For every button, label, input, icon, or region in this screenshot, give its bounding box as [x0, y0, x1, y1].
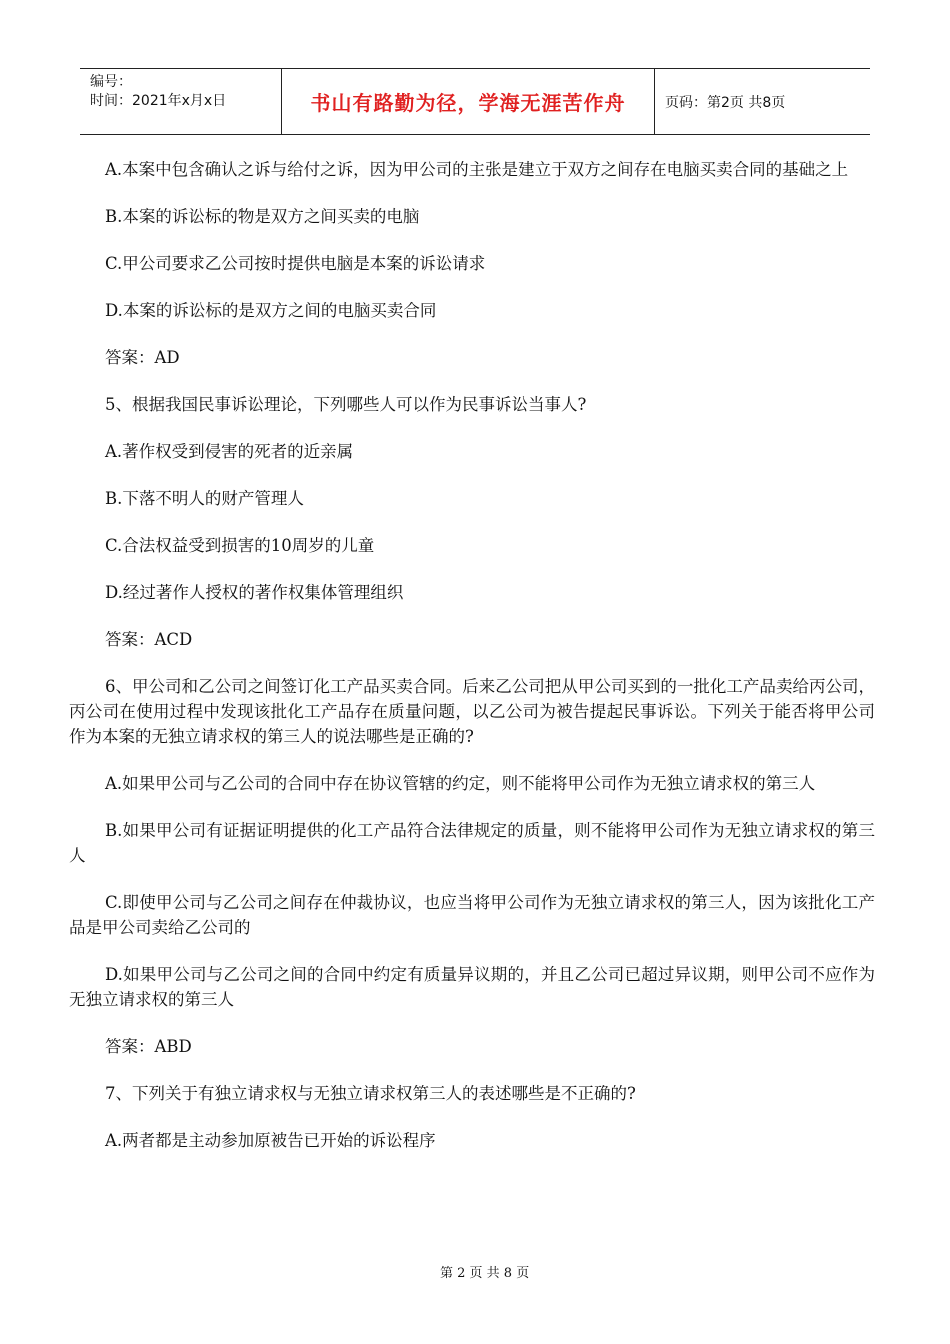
- answer-line: 答案：ACD: [105, 630, 193, 649]
- paragraph: A.著作权受到侵害的死者的近亲属: [105, 442, 354, 461]
- page-footer: 第 2 页 共 8 页: [440, 1266, 530, 1281]
- header-meta-cell: [80, 69, 282, 134]
- header-motto: 书山有路勤为径，学海无涯苦作舟: [282, 69, 655, 134]
- header-page-label: 页码：第2页 共8页: [665, 94, 786, 111]
- document-header: [80, 68, 870, 135]
- paragraph: C.甲公司要求乙公司按时提供电脑是本案的诉讼请求: [105, 254, 486, 273]
- paragraph: C.即使甲公司与乙公司之间存在仲裁协议，也应当将甲公司作为无独立请求权的第三人，因为该批化工产品是甲公司卖给乙公司的: [69, 893, 875, 937]
- paragraph: B.本案的诉讼标的物是双方之间买卖的电脑: [105, 207, 420, 226]
- paragraph: D.本案的诉讼标的是双方之间的电脑买卖合同: [105, 301, 437, 320]
- question: 6、甲公司和乙公司之间签订化工产品买卖合同。后来乙公司把从甲公司买到的一批化工产品卖给丙公司，丙公司在使用过程中发现该批化工产品存在质量问题，以乙公司为被告提起民事诉讼。下列关于能否将甲公司作为本案的无独立请求权的第三人的说法哪些是正确的?: [69, 677, 875, 746]
- paragraph: A.本案中包含确认之诉与给付之诉，因为甲公司的主张是建立于双方之间存在电脑买卖合同的基础之上: [105, 160, 849, 179]
- paragraph: C.合法权益受到损害的10周岁的儿童: [105, 536, 375, 555]
- paragraph: B.下落不明人的财产管理人: [105, 489, 304, 508]
- question: 5、根据我国民事诉讼理论，下列哪些人可以作为民事诉讼当事人?: [105, 395, 587, 414]
- paragraph: B.如果甲公司有证据证明提供的化工产品符合法律规定的质量，则不能将甲公司作为无独立请求权的第三人: [69, 821, 875, 865]
- paragraph: A.两者都是主动参加原被告已开始的诉讼程序: [105, 1131, 436, 1150]
- question: 7、下列关于有独立请求权与无独立请求权第三人的表述哪些是不正确的?: [105, 1084, 636, 1103]
- answer-line: 答案：AD: [105, 348, 180, 367]
- paragraph: A.如果甲公司与乙公司的合同中存在协议管辖的约定，则不能将甲公司作为无独立请求权的第三人: [105, 774, 816, 793]
- document-body: [69, 157, 875, 1175]
- paragraph: D.经过著作人授权的著作权集体管理组织: [105, 583, 404, 602]
- header-number-label: 编号：: [90, 74, 132, 90]
- header-date-label: 时间：2021年x月x日: [90, 93, 227, 109]
- paragraph: D.如果甲公司与乙公司之间的合同中约定有质量异议期的，并且乙公司已超过异议期，则甲公司不应作为无独立请求权的第三人: [69, 965, 875, 1009]
- answer-line: 答案：ABD: [105, 1037, 192, 1056]
